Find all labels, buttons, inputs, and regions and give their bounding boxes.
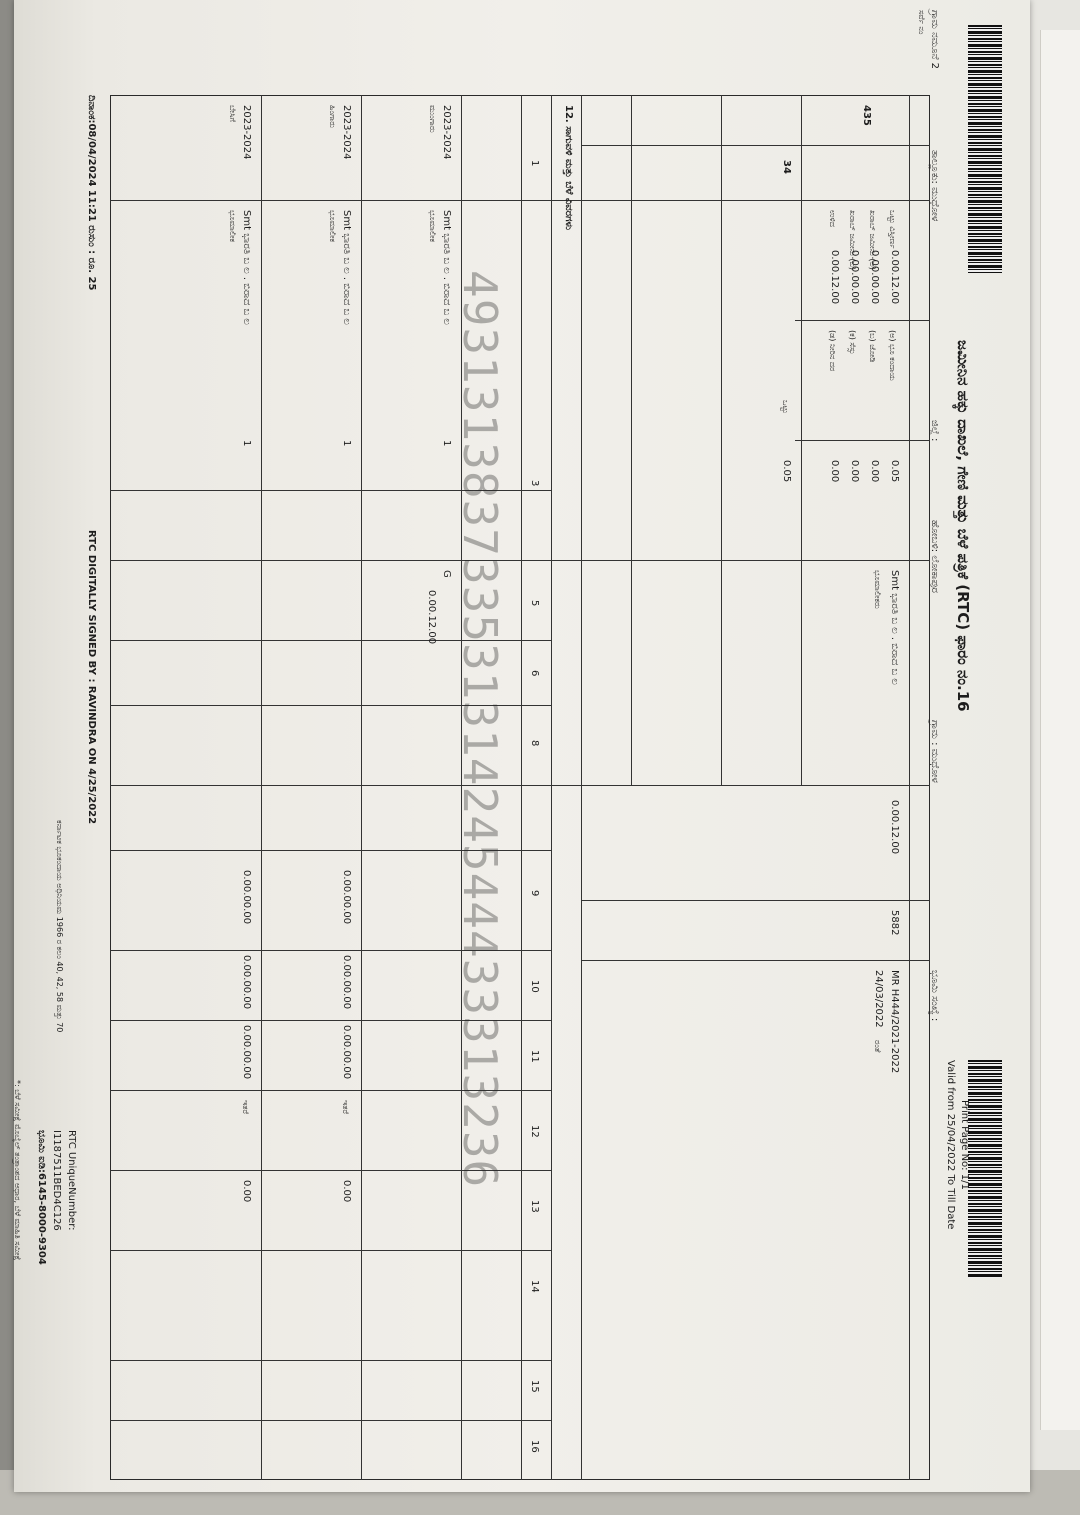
crop-row-1-g: G (441, 570, 452, 578)
barcode-top-left (968, 25, 1002, 273)
area-label-4: ಉಳಿದ (828, 210, 837, 227)
crop-row-2-v12: 0.00.00.00 (341, 1025, 352, 1080)
crop-row-3-cultivator: Smt ಭಾರತಿ ಬ ಲ . ಬಿರಾದ ಬ ಲ (241, 210, 252, 325)
crop-row-3-v13: ಇತರೆ (241, 1100, 250, 1114)
rtc-main-table (110, 95, 930, 1480)
footer-date: ದಿನಾಂಕ:08/04/2024 11:21 ರುಸುಂ : ರೂ. 25 (86, 95, 97, 291)
crop-row-2-count: 1 (341, 440, 352, 447)
owner-relation: ಭೂಮಾಲೀಕರು (873, 570, 882, 609)
crop-col-number-10: 10 (529, 980, 540, 993)
footer-bottom-note: *: ಬೆಳೆ ಸಮೀಕ್ಷೆ ಮೊಬೈಲ್ ತಂತ್ರಾಂಶದ ಆಧಾರ, ಬೆಳೆ ಮಾಹಿತಿ ಸಮೀಕ್ಷೆ (13, 1080, 22, 1261)
crop-row-3-v11: 0.00.00.00 (241, 955, 252, 1010)
crop-col-number-9: 9 (529, 890, 540, 897)
crop-row-1-type: ಭೂಮಾಲೀಕ (428, 210, 437, 242)
assessment-label-2: (ಬ) ಜೋಡಿ (868, 330, 877, 363)
assessment-total-label: ಒಟ್ಟು (781, 400, 790, 414)
crop-row-3-v12: 0.00.00.00 (241, 1025, 252, 1080)
assessment-label-4: (ಡ) ನೀರಿನ ದರ (828, 330, 837, 372)
crop-col-number-8: 8 (529, 740, 540, 747)
area-label-3: ಖರಾಬ್ ಜಮೀನು (ಬ) (848, 210, 857, 270)
hobli-label: ಹೋಬಳಿ: ಲೋಕಾಪುರ (929, 520, 940, 593)
assessment-value-1: 0.05 (889, 460, 900, 483)
background-paper-edge (1040, 30, 1080, 1430)
crop-row-2-season: ಹಿಂಗಾರು (328, 105, 337, 128)
crop-row-2-year: 2023-2024 (341, 105, 352, 160)
crop-col-number-13: 13 (529, 1200, 540, 1213)
rtc-document-sheet (14, 0, 1030, 1492)
land-number-label: ಭೂಮಿ ಸಂಖ್ಯೆ : (929, 970, 940, 1022)
owner-name: Smt ಭಾರತಿ ಬ ಲ . ಬಿರಾದ ಬ ಲ (889, 570, 900, 685)
mutation-date: 24/03/2022 (873, 970, 884, 1028)
validity-range: Valid from 25/04/2022 To Till Date (945, 1060, 956, 1230)
area-value-kharab-b: 0.00.00.00 (849, 250, 860, 305)
area-label-2: ಖರಾಬ್ ಜಮೀನು (ಅ) (868, 210, 877, 270)
assessment-value-4: 0.00 (829, 460, 840, 483)
crop-row-3-count: 1 (241, 440, 252, 447)
footer-unique-label: RTC UniqueNumber: (66, 1130, 77, 1231)
crop-row-2-v10: 0.00.00.00 (341, 870, 352, 925)
owner-area: 0.00.12.00 (889, 800, 900, 855)
unique-watermark-number: 49313138373353131424544433313236 (453, 270, 507, 1189)
taluk-code: ಸರ್ವೆ ನಂ (917, 10, 926, 35)
barcode-top-right (968, 1060, 1002, 1278)
assessment-value-3: 0.00 (849, 460, 860, 483)
crop-col-number-1: 1 (529, 160, 540, 167)
crop-row-3-v14: 0.00 (241, 1180, 252, 1203)
document-title: ಜಮೀನಿನ ಹಕ್ಕು ದಾಖಲೆ, ಗೇಣಿ ಮತ್ತು ಬೆಳೆ ಪತ್ರಿಕೆ (RTC) ಫಾರಂ ನಂ.16 (954, 340, 972, 712)
assessment-total-value: 0.05 (781, 460, 792, 483)
print-page-number: Print Page No: 1/1 (959, 1100, 970, 1190)
crop-row-1-cultivator: Smt ಭಾರತಿ ಬ ಲ . ಬಿರಾದ ಬ ಲ (441, 210, 452, 325)
crop-row-3-season: ಬೇಸಿಗೆ (228, 105, 237, 122)
crop-row-1-area: 0.00.12.00 (426, 590, 437, 645)
crop-row-3-year: 2023-2024 (241, 105, 252, 160)
crop-col-number-3: 3 (529, 480, 540, 487)
crop-col-number-6: 6 (529, 670, 540, 677)
crop-row-2-cultivator: Smt ಭಾರತಿ ಬ ಲ . ಬಿರಾದ ಬ ಲ (341, 210, 352, 325)
mutation-date-suffix: ರಂತೆ (873, 1040, 882, 1053)
survey-number: 435 (861, 105, 872, 126)
assessment-label-3: (ಕ) ಸೆಸ್ಸು (848, 330, 857, 355)
area-value-remaining: 0.00.12.00 (829, 250, 840, 305)
footer-land-id: ಭೂಮಿ ಐಡಿ:6145-8000-9304 (36, 1130, 47, 1265)
hissa-number: 34 (781, 160, 792, 174)
crop-row-2-v11: 0.00.00.00 (341, 955, 352, 1010)
footer-digital-signature: RTC DIGITALLY SIGNED BY : RAVINDRA ON 4/25/2022 (86, 530, 97, 825)
crop-row-2-v13: ಇತರೆ (341, 1100, 350, 1114)
taluk-label: ತಾಲ್ಲೂಕು: ಮುಧೋಳ (929, 150, 940, 222)
crop-col-number-14: 14 (529, 1280, 540, 1293)
crop-col-number-15: 15 (529, 1380, 540, 1393)
area-value-total: 0.00.12.00 (889, 250, 900, 305)
footer-unique-value: I1187511BED4C126 (51, 1130, 62, 1231)
village-label: ಗ್ರಾಮ : ಮುಧೋಳ (929, 720, 940, 783)
footer-legal-note: ಕರ್ನಾಟಕ ಭೂಕಂದಾಯ ಅಧಿನಿಯಮ 1966 ರ ಕಲಂ 40, 42, 58 ಮತ್ತು 70 (55, 820, 64, 1033)
crop-col-number-5: 5 (529, 600, 540, 607)
crop-row-1-count: 1 (441, 440, 452, 447)
crop-section-title: 12. ಸಾಗುವಳಿ ಮತ್ತು ಬೆಳೆ ವಿವರಗಳು (563, 105, 574, 231)
form-label: ಗ್ರಾಮ ನಮೂನೆ 2 (929, 10, 940, 70)
crop-row-3-v10: 0.00.00.00 (241, 870, 252, 925)
mutation-number: MR H444/2021-2022 (889, 970, 900, 1074)
district-label: ಜಿಲ್ಲೆ : (929, 420, 940, 442)
owner-khata-number: 5882 (889, 910, 900, 936)
crop-col-number-11: 11 (529, 1050, 540, 1063)
crop-row-1-year: 2023-2024 (441, 105, 452, 160)
crop-col-number-12: 12 (529, 1125, 540, 1138)
crop-row-1-season: ಮುಂಗಾರು (428, 105, 437, 133)
area-value-kharab-a: 0.00.00.00 (869, 250, 880, 305)
area-label-1: ಒಟ್ಟು ವಿಸ್ತೀರ್ಣ (888, 210, 897, 249)
assessment-label-1: (ಅ) ಭೂ ಕಂದಾಯ (888, 330, 897, 381)
crop-row-2-v14: 0.00 (341, 1180, 352, 1203)
assessment-value-2: 0.00 (869, 460, 880, 483)
crop-col-number-16: 16 (529, 1440, 540, 1453)
crop-row-2-type: ಭೂಮಾಲೀಕ (328, 210, 337, 242)
crop-row-3-type: ಭೂಮಾಲೀಕ (228, 210, 237, 242)
